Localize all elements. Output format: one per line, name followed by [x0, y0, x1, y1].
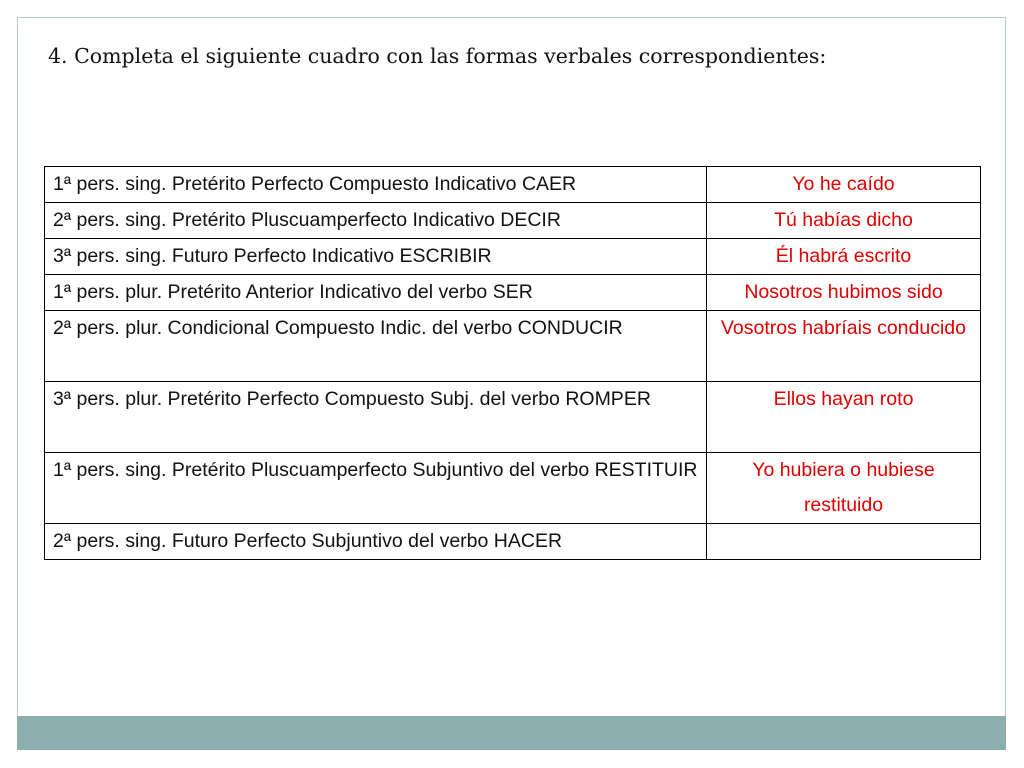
verb-answer-cell: Tú habías dicho — [707, 203, 981, 239]
verb-answer-cell: Yo hubiera o hubiese restituido — [707, 453, 981, 524]
table-row — [45, 382, 981, 453]
verb-description-cell: 3ª pers. plur. Pretérito Perfecto Compuesto Subj. del verbo ROMPER — [45, 382, 707, 453]
verb-answer-cell: Nosotros hubimos sido — [707, 275, 981, 311]
table-row — [45, 453, 981, 524]
verb-description-cell: 2ª pers. plur. Condicional Compuesto Indic. del verbo CONDUCIR — [45, 311, 707, 382]
table-row — [45, 203, 981, 239]
verb-answer-cell: Él habrá escrito — [707, 239, 981, 275]
verb-answer-cell: Yo he caído — [707, 167, 981, 203]
exercise-instruction: 4. Completa el siguiente cuadro con las formas verbales correspondientes: — [48, 44, 827, 68]
verb-answer-cell: Vosotros habríais conducido — [707, 311, 981, 382]
verb-description-cell: 1ª pers. sing. Pretérito Pluscuamperfecto Subjuntivo del verbo RESTITUIR — [45, 453, 707, 524]
verb-description-cell: 1ª pers. plur. Pretérito Anterior Indicativo del verbo SER — [45, 275, 707, 311]
table-row — [45, 275, 981, 311]
verb-description-cell: 1ª pers. sing. Pretérito Perfecto Compuesto Indicativo CAER — [45, 167, 707, 203]
table-row — [45, 524, 981, 560]
table-row — [45, 239, 981, 275]
table-row — [45, 311, 981, 382]
footer-bar — [17, 716, 1006, 750]
verb-forms-table — [44, 166, 981, 560]
table-row — [45, 167, 981, 203]
verb-description-cell: 3ª pers. sing. Futuro Perfecto Indicativo ESCRIBIR — [45, 239, 707, 275]
verb-description-cell: 2ª pers. sing. Futuro Perfecto Subjuntivo del verbo HACER — [45, 524, 707, 560]
verb-answer-cell — [707, 524, 981, 560]
verb-description-cell: 2ª pers. sing. Pretérito Pluscuamperfecto Indicativo DECIR — [45, 203, 707, 239]
verb-answer-cell: Ellos hayan roto — [707, 382, 981, 453]
